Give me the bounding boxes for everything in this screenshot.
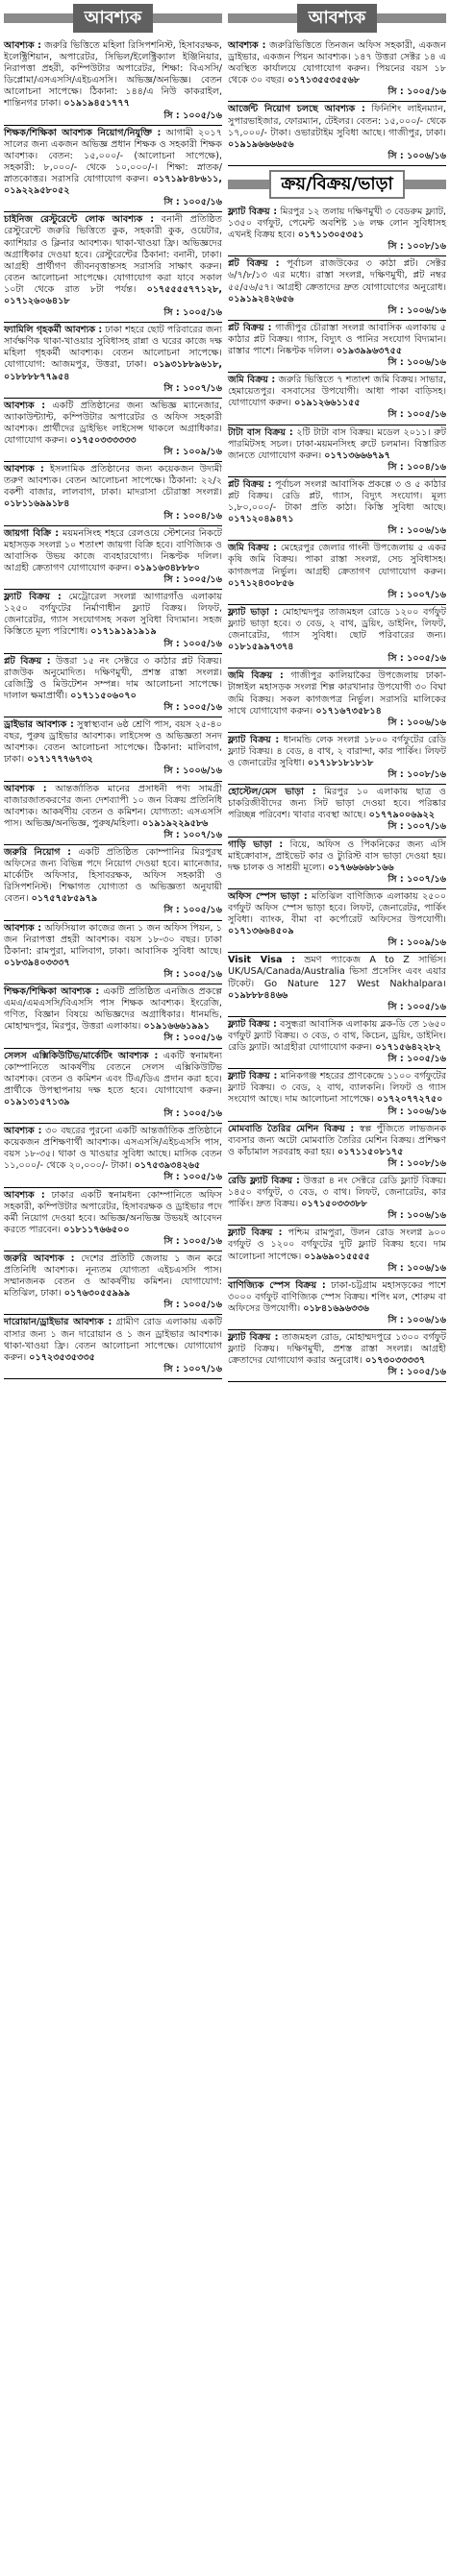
ad-phone: ০১৭১৮১৮১৮১৮ xyxy=(307,757,374,768)
ad-phone: ০১৭১৬৭৩৫৮১৪ xyxy=(315,705,382,717)
classified-ad xyxy=(4,717,222,781)
ad-heading: বাণিজ্যিক স্পেস বিক্রয় : xyxy=(228,1279,326,1291)
classified-ad xyxy=(228,205,446,256)
classified-ad xyxy=(4,1252,222,1315)
ad-heading: দারোয়ান/ড্রাইভার আবশ্যক : xyxy=(4,1317,112,1328)
ad-reference: সি : ১০০৬/১৬ xyxy=(388,525,446,537)
classified-ad xyxy=(4,1124,222,1187)
ad-reference: সি : ১০০৫/১৬ xyxy=(388,653,446,665)
ad-phone: ০১৭৬৩০৫৫৯৯৯ xyxy=(63,1288,131,1300)
ad-body: আগামী ২০১৭ সালের জন্য একজন অভিজ্ঞ প্রধান শিক্ষক ও সহকারী শিক্ষক আবশ্যক। বেতন: ১৫,০০০/- (আলোচনা সাপেক্ষে), সহকারী: ৮,০০০/- থেকে ১০,০০০/-। শিক্ষা: স্নাতক/স্নাতকোত্তর। সরাসরি যোগাযোগ করুন। xyxy=(4,127,222,185)
ad-phone: ০১৭১৫৬৪২২৮২ xyxy=(375,1042,441,1054)
right-top-ads-list xyxy=(228,38,446,166)
classified-ad xyxy=(4,845,222,921)
classified-ad xyxy=(228,838,446,889)
ad-body: মেহেরপুর জেলার গাংনী উপজেলায় ৫ একর কৃষি জমি বিক্রয়। পাকা রাস্তা সংলগ্ন, সেচ সুবিধাসহ। কাগজপত্র নির্ভুল। আগ্রহী ক্রেতাগণ যোগাযোগ করুন। xyxy=(228,543,446,577)
band-bar xyxy=(228,13,297,23)
ad-body: জরুরি ভিত্তিতে মহিলা রিসিপশনিস্ট, হিসাবরক্ষক, ইলেক্ট্রিশিয়ান, অপারেটর, সিভিল/ইলেক্ট্রিক্যাল ইঞ্জিনিয়ার, নিরাপত্তা প্রহরী, কম্পিউটার অপারেটর, শিক্ষা: বিএসসি/ডিপ্লোমা/এসএসসি/এইচএসসি। অভিজ্ঞ/অনভিজ্ঞ। বেতন আলোচনা সাপেক্ষে। ঠিকানা: ১৪৪/এ নিউ কাকরাইল, শান্তিনগর ঢাকা। xyxy=(4,40,222,109)
ad-heading: অফিস স্পেস ভাড়া : xyxy=(228,890,308,902)
classified-ad xyxy=(228,256,446,320)
classified-ad xyxy=(4,782,222,845)
ad-heading: আবশ্যক : xyxy=(4,783,47,794)
ad-heading: আর্জেন্ট নিয়োগ চলছে আবশ্যক : xyxy=(228,104,365,115)
classified-ad xyxy=(228,785,446,837)
ad-reference: সি : ১০০৫/১৬ xyxy=(388,1367,446,1378)
ad-body: সুস্বাস্থ্যবান ৬ষ্ঠ শ্রেণি পাস, বয়স ২৫-৪০ বছর, পুরুষ ড্রাইভার আবশ্যক। লাইসেন্স ও অভিজ্ঞতা সনদ আবশ্যক। বেতন আলোচনা সাপেক্ষে। ঠিকানা: মালিবাগ, ঢাকা। xyxy=(4,719,222,766)
ad-body: একটি প্রতিষ্ঠিত কোম্পানির মিরপুরস্থ অফিসের জন্য বিভিন্ন পদে নিয়োগ দেওয়া হবে। ম্যানেজার, মার্কেটিং অফিসার, হিসাবরক্ষক, অফিস সহকারী ও রিসিপশনিস্ট। শিক্ষাগত যোগ্যতা ও অভিজ্ঞতা অনুযায়ী বেতন। xyxy=(4,847,222,905)
left-ads-list xyxy=(4,38,222,1379)
ad-reference: সি : ১০০৫/১৬ xyxy=(163,638,222,649)
ad-body: জরুরিভিত্তিতে তিনজন অফিস সহকারী, একজন ড্রাইভার, একজন পিয়ন আবশ্যক। ১৪৭ উত্তরা সেক্টর ১৪ এ অবস্থিত কার্যালয়ে যোগাযোগ করুন। পিয়নের বয়স ১৮ থেকে ৩০ বছর। xyxy=(228,40,446,86)
ad-body: বিয়ে, অফিস ও পিকনিকের জন্য এসি মাইক্রোবাস, প্রাইভেট কার ও ট্যুরিস্ট বাস ভাড়া দেওয়া হয়। দক্ষ চালক ও সাশ্রয়ী মূল্যে। xyxy=(228,838,446,873)
ad-phone: ০১৮১১৬৯৯১৮৪ xyxy=(4,498,70,510)
ad-body: মানিকগঞ্জ শহরের প্রাণকেন্দ্রে ১১০০ বর্গফুটের ফ্ল্যাট বিক্রয়। ৩ বেড, ২ বাথ, ব্যালকনি। লিফট ও গ্যাস সংযোগ আছে। দাম আলোচনা সাপেক্ষে। xyxy=(228,1071,446,1106)
ad-heading: হোস্টেল/মেস ভাড়া : xyxy=(228,787,316,798)
ad-phone: ০১৭১৯৮৪৮৬১১, ০১৯২২৯৫৮০৫২ xyxy=(4,174,222,197)
ad-body: স্বল্প পুঁজিতে লাভজনক ব্যবসার জন্য অটো মোমবাতি তৈরির মেশিন বিক্রয়। প্রশিক্ষণ ও কাঁচামাল সরবরাহ করা হয়। xyxy=(228,1123,446,1157)
ad-reference: সি : ১০০৫/১৬ xyxy=(163,1107,222,1119)
classified-ad xyxy=(4,921,222,984)
ad-phone: ০১৮১৫৯৯৭৩৭৪ xyxy=(228,642,294,653)
ad-reference: সি : ১০০৫/১৬ xyxy=(163,701,222,713)
ad-phone: ০১৯৮৮৮৪৪৬৬ xyxy=(228,989,288,1001)
left-column xyxy=(4,0,222,2576)
ad-body: অফিসিয়াল কাজের জন্য ১ জন অফিস পিয়ন, ১ জন নিরাপত্তা প্রহরী আবশ্যক। বয়স ১৮-৩০ বছর। ঢাকা ঠিকানা: রামপুরা, মালিবাগ, ঢাকা। আবাসিক সুবিধা আছে। xyxy=(4,922,222,957)
ad-reference: সি : ১০০৬/১৬ xyxy=(388,304,446,316)
ad-body: উত্তরা ১৫ নং সেক্টরে ৩ কাঠার প্লট বিক্রয়। রাজউক অনুমোদিত। দক্ষিণমুখী, প্রশস্ত রাস্তা সংলগ্ন। রেজিস্ট্রি ও মিউটেশন সম্পন্ন। দাম আলোচনা সাপেক্ষে। দালাল ক্ষমাপ্রার্থী। xyxy=(4,655,222,701)
right-heading: আবশ্যক xyxy=(297,4,377,33)
ad-body: বনানী প্রতিষ্ঠিত রেস্টুরেন্টে জরুরি ভিত্তিতে কুক, সহকারী কুক, ওয়েটার, ক্যাশিয়ার ও ক্লিনার আবশ্যক। থাকা-খাওয়া ফ্রি। অভিজ্ঞদের অগ্রাধিকার দেওয়া হবে। রেস্টুরেন্টের ঠিকানা: বনানী, ঢাকা। আগ্রহী প্রার্থীগণ জীবনবৃত্তান্তসহ সরাসরি সাক্ষাৎ করুন। বেতন আলোচনা সাপেক্ষে। যোগাযোগ করা যাবে সকাল ১০টা থেকে রাত ৮টা পর্যন্ত। xyxy=(4,214,222,295)
classified-ad xyxy=(4,590,222,653)
ad-phone: ০১৭৫০৩৩৩৩৩৩ xyxy=(70,435,137,446)
ad-heading: ফ্ল্যাট বিক্রয় : xyxy=(228,1332,279,1344)
ad-body: একটি স্বনামধন্য কোম্পানিতে আকর্ষণীয় বেতনে সেলস এক্সিকিউটিভ আবশ্যক। বেতন ও কমিশন এবং টিএ/ডিএ প্রদান করা হবে। প্রার্থীকে উপস্থাপনায় দক্ষ হতে হবে। যোগাযোগ করুন। xyxy=(4,1050,222,1096)
ad-heading: আবশ্যক : xyxy=(4,40,41,51)
classified-ad xyxy=(228,38,446,102)
right-heading-2: ক্রয়/বিক্রয়/ভাড়া xyxy=(269,170,404,199)
right-ads-list xyxy=(228,205,446,1383)
ad-reference: সি : ১০০৭/১৬ xyxy=(388,873,446,885)
band-bar xyxy=(153,13,222,23)
classified-ad xyxy=(228,668,446,732)
ad-heading: ড্রাইভার আবশ্যক : xyxy=(4,719,74,731)
band-bar xyxy=(228,180,269,189)
ad-phone: ০১৭১২০৪৯৪৭১ xyxy=(228,514,294,525)
ad-heading: Visit Visa : xyxy=(228,955,295,966)
ad-phone: ০১৯১৯৪৫১৭৭৭ xyxy=(63,98,130,109)
ad-reference: সি : ১০০৫/১৬ xyxy=(163,197,222,208)
ad-phone: ০১৭১৩৬৬৪৫০৯ xyxy=(228,926,294,937)
ad-body: পূর্বাচল রাজউকের ৩ কাঠা প্লট। সেক্টর ৬/৭/৮/১৩ এর মধ্যে। রাস্তা সংলগ্ন, দক্ষিণমুখী, প্লট নম্বর ৫৫/৫৬/৫৭। আগ্রহী ক্রেতাদের দ্রুত যোগাযোগের অনুরোধ। xyxy=(228,258,446,293)
ad-heading: আবশ্যক : xyxy=(4,400,46,411)
band-bar xyxy=(405,180,446,189)
ad-reference: সি : ১০০৬/১৬ xyxy=(388,357,446,369)
ad-phone: ০১৭৫৫৫৫৭৭১২৮, ০১৭১২৬০৬৪১৮ xyxy=(4,283,222,306)
ad-phone: ০১৭১৯১৯১৯১৯ xyxy=(90,626,157,638)
ad-phone: ০১৮১১৭৬৬৫০০ xyxy=(63,1224,130,1235)
ad-phone: ০১৭১১৩০৫৩৫১ xyxy=(297,230,364,241)
ad-reference: সি : ১০০৭/১৬ xyxy=(163,1363,222,1374)
ad-heading: সেলস এক্সিকিউটিভ/মার্কেটিং আবশ্যক : xyxy=(4,1050,159,1061)
ad-reference: সি : ১০০৫/১৬ xyxy=(388,409,446,421)
ad-body: ইসলামিক প্রতিষ্ঠানের জন্য কয়েকজন উদ্যমী তরুণ আবশ্যক। বেতন আলোচনা সাপেক্ষে। ঠিকানা: ২২/২ বকশী বাজার, লালবাগ, ঢাকা। মাদরাসা চৌরাস্তা সংলগ্ন। xyxy=(4,464,222,498)
ad-heading: গাড়ি ভাড়া : xyxy=(228,838,284,850)
ad-heading: আবশ্যক : xyxy=(4,464,44,475)
left-section-band xyxy=(4,4,222,33)
ad-body: ঢাকা শহরে ছোট পরিবারের জন্য সার্বক্ষণিক থাকা-খাওয়ার সুবিধাসহ রান্না ও ঘরের কাজে দক্ষ মহিলা গৃহকর্মী আবশ্যক। বেতন আলোচনা সাপেক্ষে। যোগাযোগ: আজমপুর, উত্তরা, ঢাকা। xyxy=(4,325,222,371)
ad-body: ঢাকা-চট্টগ্রাম মহাসড়কের পাশে ৩০০০ বর্গফুট বাণিজ্যিক স্পেস বিক্রয়। শপিং মল, শোরুম বা অফিসের উপযোগী। xyxy=(228,1279,447,1314)
classified-ad xyxy=(4,984,222,1048)
ad-heading: প্লট বিক্রয় : xyxy=(228,258,280,270)
ad-reference: সি : ১০০৭/১৬ xyxy=(163,382,222,394)
ad-heading: জরুরি নিয়োগ : xyxy=(4,847,72,858)
ad-body: দেশের প্রতিটি জেলায় ১ জন করে প্রতিনিধি আবশ্যক। নূন্যতম যোগ্যতা এইচএসসি পাস। সম্মানজনক বেতন ও আকর্ষণীয় কমিশন। যোগাযোগ: মতিঝিল, ঢাকা। xyxy=(4,1253,222,1300)
ad-reference: সি : ১০০৫/১৬ xyxy=(388,86,446,98)
ad-phone: ০১৯৩৯৯৬৩৭৫৫ xyxy=(336,345,403,356)
ad-body: ভ্রমণ প্যাকেজ A to Z সার্ভিস। UK/USA/Canada/Australia ভিসা প্রসেসিং এবং এয়ার টিকেট। Go Nature 127 West Nakhalpara। xyxy=(228,955,447,989)
classified-ad xyxy=(228,733,446,785)
ad-phone: ০১৯১৯২৪২৬৫৬ xyxy=(228,293,294,304)
ad-phone: ০১৭২০৭৭২৭৫০ xyxy=(376,1094,443,1106)
ad-heading: প্লট বিক্রয় : xyxy=(228,322,272,333)
ad-reference: সি : ১০০৫/১৬ xyxy=(388,1001,446,1012)
classified-ad xyxy=(228,321,446,373)
ad-phone: ০১৮৪১৬৯৬৩৩৬ xyxy=(303,1302,369,1314)
ad-heading: চাইনিজ রেস্টুরেন্টে লোক আবশ্যক : xyxy=(4,214,155,226)
right-column xyxy=(228,0,446,2576)
ad-body: গাজীপুর চৌরাস্তা সংলগ্ন আবাসিক এলাকায় ৫ কাঠার প্লট বিক্রয়। গ্যাস, বিদ্যুৎ ও পানির সংযোগ বিদ্যমান। রাস্তার পাশে। নিষ্কণ্টক দলিল। xyxy=(228,322,446,356)
ad-phone: ০১৭১১৫০৬০৭০ xyxy=(70,690,137,701)
ad-body: ৩০ বছরের পুরনো একটি আন্তর্জাতিক প্রতিষ্ঠানে কয়েকজন প্রশিক্ষণার্থী আবশ্যক। এসএসসি/এইচএসসি পাস, বয়স ১৮-৩৫। থাকা ও খাওয়ার সুবিধা আছে। মাসিক বেতন ১১,০০০/- থেকে ২০,০০০/- টাকা। xyxy=(4,1126,222,1172)
ad-phone: ০১৯৩১৮৮৯৬১৮, ০১৮৮৮৮৭৭৯৫৪ xyxy=(4,359,222,382)
classified-ad xyxy=(4,462,222,525)
ad-phone: ০১৭১২৪৩০৮৫৬ xyxy=(228,577,294,589)
ad-heading: জমি বিক্রয় : xyxy=(228,375,276,386)
ad-body: ঢাকার একটি স্বনামধন্য কোম্পানিতে অফিস সহকারী, কম্পিউটার অপারেটর, হিসাবরক্ষক ও ড্রাইভার পদে কর্মী নিয়োগ দেওয়া হবে। অভিজ্ঞ/অনভিজ্ঞ উভয়ই আবেদন করতে পারবেন। xyxy=(4,1189,222,1235)
ad-heading: জরুরি আবশ্যক : xyxy=(4,1253,75,1264)
classified-ad xyxy=(228,1174,446,1226)
ad-body: ময়মনসিংহ শহরে রেলওয়ে স্টেশনের নিকটে মহাসড়ক সংলগ্ন ১০ শতাংশ জায়গা বিক্রি হবে। বাণিজ্যিক ও আবাসিক উভয় কাজে ব্যবহারযোগ্য। নিষ্কণ্টক দলিল। আগ্রহী ক্রেতাগণ যোগাযোগ করুন। xyxy=(4,527,222,573)
classified-ad xyxy=(228,1330,446,1382)
classified-ad xyxy=(228,1069,446,1121)
ad-body: গাজীপুর কালিয়াকৈর উপজেলায় ঢাকা-টাঙ্গাইল মহাসড়ক সংলগ্ন শিল্প কারখানার উপযোগী ৩০ বিঘা জমি বিক্রয়। সকল কাগজপত্র নির্ভুল। সরাসরি মালিকের সাথে যোগাযোগ করুন। xyxy=(228,670,446,717)
ad-reference: সি : ১০০৬/১৬ xyxy=(388,1262,446,1274)
ad-heading: মোমবাতি তৈরির মেশিন বিক্রয় : xyxy=(228,1123,355,1134)
ad-reference: সি : ১০০৫/১৬ xyxy=(388,1054,446,1065)
ad-reference: সি : ১০০৫/১৬ xyxy=(163,1172,222,1183)
ad-reference: সি : ১০০৭/১৬ xyxy=(388,821,446,833)
ad-phone: ০১৯১৬৩৪৮৮৮০ xyxy=(134,562,200,573)
ad-heading: ফ্ল্যাট বিক্রয় : xyxy=(228,734,280,745)
ad-heading: আবশ্যক : xyxy=(4,922,42,934)
ad-heading: টাটা বাস বিক্রয় : xyxy=(228,426,293,438)
ad-phone: ০১৯১৩১৫৭১৩৯ xyxy=(4,1096,70,1107)
classified-ad xyxy=(228,953,446,1016)
ad-reference: সি : ১০০৬/১৬ xyxy=(388,1106,446,1117)
ad-reference: সি : ১০০৮/১৬ xyxy=(388,1157,446,1169)
ad-reference: সি : ১০০৫/১৬ xyxy=(163,109,222,121)
classified-ad xyxy=(4,1049,222,1125)
ad-heading: ফ্যামিলি গৃহকর্মী আবশ্যক : xyxy=(4,325,103,336)
left-heading: আবশ্যক xyxy=(73,4,153,33)
ad-reference: সি : ১০০৬/১৬ xyxy=(388,150,446,161)
ad-body: মিরপুর ১২ তলায় দক্ষিণমুখী ৩ বেডরুম ফ্ল্যাট, ১৩৫০ বর্গফুট, পেমেন্ট অবশিষ্ট ১৬ লক্ষ লোন সুবিধাসহ এখনই বিক্রয় হবে। xyxy=(228,206,446,241)
ad-phone: ০১৭২৩৫৩৫৩৩৫ xyxy=(29,1351,95,1363)
ad-reference: সি : ১০০৬/১৬ xyxy=(388,1210,446,1222)
classified-ad xyxy=(4,323,222,399)
ad-heading: ফ্ল্যাট ভাড়া : xyxy=(228,606,278,618)
ad-body: বসুন্ধরা আবাসিক এলাকায় ব্লক-ডি তে ১৬৫০ বর্গফুট ফ্ল্যাট বিক্রয়। ৩ বেড, ৩ বাথ, কিচেন, ড্রয়িং, ডাইনিং। রেডি ফ্ল্যাট। আগ্রহীরা যোগাযোগ করুন। xyxy=(228,1018,446,1054)
ad-heading: রেডি ফ্ল্যাট বিক্রয় : xyxy=(228,1175,300,1186)
ad-reference: সি : ১০০৬/১৬ xyxy=(388,1315,446,1325)
classified-ad xyxy=(4,526,222,590)
ad-heading: জমি বিক্রয় : xyxy=(228,670,284,682)
classified-ad xyxy=(4,212,222,323)
ad-reference: সি : ১০০৫/১৬ xyxy=(163,1300,222,1311)
ad-reference: সি : ১০০৬/১৬ xyxy=(388,717,446,728)
ad-heading: ফ্ল্যাট বিক্রয় : xyxy=(228,1071,278,1082)
ad-body: পূর্বাচল সংলগ্ন আবাসিক প্রকল্পে ৩ ও ৫ কাঠার প্লট বিক্রয়। রেডি প্লট, গ্যাস, বিদ্যুৎ সংযোগ। মূল্য ১,৮০,০০০/- টাকা প্রতি কাঠা। কিস্তি সুবিধা আছে। xyxy=(228,478,446,514)
ad-heading: জায়গা বিক্রি : xyxy=(4,527,60,539)
ad-heading: জমি বিক্রয় : xyxy=(228,543,277,554)
ad-body: ধানমন্ডি লেক সংলগ্ন ১৮০০ বর্গফুটের রেডি ফ্ল্যাট বিক্রয়। ৪ বেড, ৪ বাথ, ২ বারান্দা, কার পার্কিং। লিফট ও জেনারেটর সুবিধা। xyxy=(228,734,446,768)
ad-body: ২টি টাটা বাস বিক্রয়। মডেল ২০১১। রুট পারমিটসহ সচল। ঢাকা-ময়মনসিংহ রুটে চলমান। বিস্তারিত জানতে যোগাযোগ করুন। xyxy=(228,426,447,461)
ad-reference: সি : ১০০৫/১৬ xyxy=(163,905,222,916)
ad-heading: ফ্ল্যাট বিক্রয় : xyxy=(228,1227,283,1239)
ad-reference: সি : ১০০৬/১৬ xyxy=(163,766,222,777)
ad-heading: প্লট বিক্রয় : xyxy=(228,478,272,490)
ad-body: গ্রামীণ রোড এলাকায় একটি বাসার জন্য ১ জন দারোয়ান ও ১ জন ড্রাইভার আবশ্যক। থাকা-খাওয়া ফ্রি। বেতন আলোচনা সাপেক্ষে। যোগাযোগ করুন। xyxy=(4,1317,222,1363)
ad-reference: সি : ১০০৯/১৬ xyxy=(388,937,446,949)
ad-reference: সি : ১০০৫/১৬ xyxy=(163,307,222,319)
classified-ad xyxy=(228,1122,446,1174)
ad-body: একটি প্রতিষ্ঠিত এনজিও প্রকল্পে এমএ/এমএসসি/বিএসসি পাস শিক্ষক আবশ্যক। ইংরেজি, গণিত, বিজ্ঞান বিষয়ে অভিজ্ঞদের অগ্রাধিকার। ধানমন্ডি, মোহাম্মদপুর, মিরপুর, উত্তরা এলাকায়। xyxy=(4,986,223,1033)
classified-ad xyxy=(4,38,222,126)
ad-body: মেট্রোরেল সংলগ্ন আগারগাঁও এলাকায় ১২৫০ বর্গফুটের নির্মাণাধীন ফ্ল্যাট বিক্রয়। লিফট, জেনারেটর, গ্যাস সংযোগসহ সকল সুবিধা বিদ্যমান। সহজ কিস্তিতে মূল্য পরিশোধ। xyxy=(4,592,222,638)
ad-heading: ফ্ল্যাট বিক্রয় : xyxy=(4,592,62,603)
ad-phone: ০১৯১২৬৬১১৫৫ xyxy=(294,398,361,409)
classified-ad xyxy=(228,102,446,165)
ad-phone: ০১৯১৯২২৯৫৮৬ xyxy=(141,817,209,829)
ad-heading: আবশ্যক : xyxy=(228,40,266,51)
band-bar xyxy=(4,13,73,23)
ad-reference: সি : ১০০৮/১৬ xyxy=(388,769,446,781)
classified-ad xyxy=(4,399,222,462)
ad-body: জরুরি ভিত্তিতে ৭ শতাংশ জমি বিক্রয়। সাভার, হেমায়েতপুর। বসবাসের উপযোগী। আধা পাকা বাড়িসহ। যোগাযোগ করুন। xyxy=(228,375,446,409)
classified-ad xyxy=(228,1226,446,1277)
ad-phone: ০১৭৬৬৬৬৮১৬৬ xyxy=(328,862,394,873)
ad-heading: শিক্ষক/শিক্ষিকা আবশ্যক : xyxy=(4,986,100,998)
ad-reference: সি : ১০০৭/১৬ xyxy=(388,589,446,600)
ad-phone: ০১৭১৭৭৭৬৭৩২ xyxy=(27,754,93,766)
classified-ad xyxy=(4,654,222,717)
classified-ad xyxy=(228,425,446,477)
classified-ad xyxy=(228,889,446,953)
ad-reference: সি : ১০০৫/১৬ xyxy=(163,1235,222,1247)
ad-phone: ০১৭১১৫০৮১৭৫ xyxy=(337,1146,404,1157)
ad-phone: ০১৯১৬৬৬১৯৯১ xyxy=(143,1021,210,1033)
ad-body: ফিনিশিং লাইনম্যান, সুপারভাইজার, ফোরম্যান, টেইলর। বেতন: ১৫,০০০/- থেকে ১৭,০০০/- টাকা। ওভারটাইম সুবিধা আছে। গাজীপুর, ঢাকা। xyxy=(228,104,446,138)
ad-heading: আবশ্যক : xyxy=(4,1189,45,1201)
ad-phone: ০১৭১৩৬৬৬৭৯৭ xyxy=(324,450,390,461)
ad-heading: আবশ্যক : xyxy=(4,1126,42,1137)
classified-ad xyxy=(228,541,446,604)
ad-phone: ০১৭৫৩৯৩৪২৬৫ xyxy=(134,1160,201,1172)
ad-body: মোহাম্মদপুর তাজমহল রোডে ১২০০ বর্গফুট ফ্ল্যাট ভাড়া হবে। ৩ বেড, ২ বাথ, ড্রয়িং, ডাইনিং, লিফট, জেনারেটর, গ্যাস সুবিধা। ছোট পরিবারের জন্য। xyxy=(228,606,446,642)
ad-phone: ০১৭৩০৩৩৩৩৭ xyxy=(364,1355,426,1367)
ad-phone: ০১৭১৫০৩৩৩৮৮ xyxy=(301,1199,367,1210)
ad-reference: সি : ১০০৮/১৬ xyxy=(388,241,446,253)
ad-body: মতিঝিল বাণিজ্যিক এলাকায় ২৫০০ বর্গফুট অফিস স্পেস ভাড়া হবে। লিফট, জেনারেটর, পার্কিং সুবিধা। ব্যাংক, বীমা বা কর্পোরেট অফিসের উপযোগী। xyxy=(228,890,446,926)
ad-phone: ০১৯১৯৬৬৬৬৫৬ xyxy=(228,138,294,150)
classified-ad xyxy=(228,1017,446,1069)
ad-reference: সি : ১০০৪/১৬ xyxy=(388,461,446,473)
right-section-band-2 xyxy=(228,170,446,199)
ad-body: উত্তরা ৪ নং সেক্টরে রেডি ফ্ল্যাট বিক্রয়। ১৪৫০ বর্গফুট, ৩ বেড, ৩ বাথ। লিফট, জেনারেটর, কার পার্কিং। দ্রুত বিক্রয়। xyxy=(228,1175,446,1210)
classified-ad xyxy=(228,477,446,541)
ad-heading: প্লট বিক্রয় : xyxy=(4,655,51,667)
ad-reference: সি : ১০০৫/১৬ xyxy=(163,968,222,980)
right-section-band xyxy=(228,4,446,33)
ad-phone: ০১৯৬৯০১৫৫৫৫ xyxy=(304,1251,370,1262)
ad-body: আন্তর্জাতিক মানের প্রসাধনী পণ্য সামগ্রী বাজারজাতকরণের জন্য দেশব্যাপী ১০ জন বিক্রয় প্রতিনিধি আবশ্যক। আকর্ষণীয় বেতন ও কমিশন। যোগ্যতা: এসএসসি পাস। অভিজ্ঞ/অনভিজ্ঞ, পুরুষ/মহিলা। xyxy=(4,783,222,829)
ad-phone: ০১৮৩৯৪০৩৩৩৭ xyxy=(4,957,70,968)
ad-phone: ০১৭৭৯০০৬৯২২ xyxy=(368,810,436,821)
classified-ad xyxy=(228,1278,446,1330)
ad-body: তাজমহল রোড, মোহাম্মদপুরে ১৩০০ বর্গফুট ফ্ল্যাট বিক্রয়। দক্ষিণমুখী, প্রশস্ত রাস্তা সংলগ্ন। আগ্রহী ক্রেতাদের যোগাযোগ করার অনুরোধ। xyxy=(228,1332,446,1367)
classified-ad xyxy=(228,373,446,425)
ad-reference: সি : ১০০৭/১৬ xyxy=(163,829,222,840)
ad-body: পশ্চিম রামপুরা, উলন রোড সংলগ্ন ৯০০ বর্গফুট ও ১২০০ বর্গফুটের দুটি ফ্ল্যাট বিক্রয় হবে। দাম আলোচনা সাপেক্ষে। xyxy=(228,1227,446,1262)
ad-reference: সি : ১০০৫/১৬ xyxy=(163,574,222,586)
classified-ad xyxy=(4,1188,222,1252)
ad-body: একটি প্রতিষ্ঠানের জন্য অভিজ্ঞ ম্যানেজার, অ্যাকাউন্ট্যান্ট, কম্পিউটার অপারেটর ও অফিস সহকারী আবশ্যক। প্রার্থীদের ড্রাইভিং লাইসেন্স থাকলে অগ্রাধিকার। যোগাযোগ করুন। xyxy=(4,400,222,446)
ad-reference: সি : ১০০৪/১৬ xyxy=(163,510,222,522)
ad-heading: শিক্ষক/শিক্ষিকা আবশ্যক নিয়োগ/নিযুক্তি : xyxy=(4,127,162,138)
classified-ad xyxy=(228,605,446,668)
ad-heading: ফ্ল্যাট বিক্রয় : xyxy=(228,206,278,217)
ad-reference: সি : ১০০৫/১৬ xyxy=(163,1033,222,1044)
ad-phone: ০১৭৫৭৫৮৫৯৭৯ xyxy=(31,893,98,905)
band-bar xyxy=(377,13,446,23)
classified-ad xyxy=(4,1315,222,1378)
ad-phone: ০১৭১৩৫৫৩৫৫৬৮ xyxy=(288,75,360,86)
classified-ad xyxy=(4,126,222,213)
ad-body: মিরপুর ১০ এলাকায় ছাত্র ও চাকরিজীবীদের জন্য সিট ভাড়া দেওয়া হবে। পরিষ্কার পরিচ্ছন্ন পরিবেশ। খাবার ব্যবস্থা আছে। xyxy=(228,787,446,821)
ad-reference: সি : ১০০৯/১৬ xyxy=(163,447,222,458)
ad-heading: ফ্ল্যাট বিক্রয় : xyxy=(228,1018,277,1030)
